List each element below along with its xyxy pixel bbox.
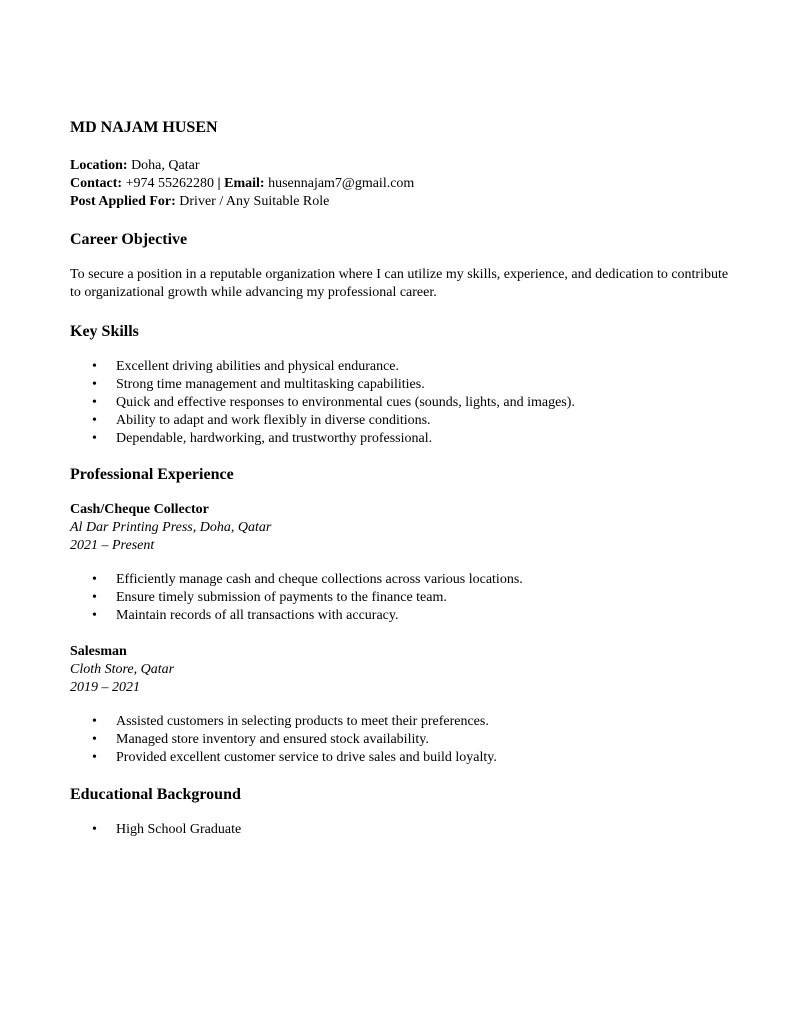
skill-text: Dependable, hardworking, and trustworthy professional.	[116, 431, 433, 446]
bullet-icon: •	[92, 608, 97, 623]
location-line	[70, 157, 730, 175]
duty-text: Assisted customers in selecting products to meet their preferences.	[116, 714, 489, 729]
career-objective-text: To secure a position in a reputable organization where I can utilize my skills, experience, and dedication to contribute to organizational growth while advancing my professional career.	[70, 267, 729, 300]
list-item	[70, 430, 730, 448]
location-label: Location:	[70, 158, 128, 173]
job-period: 2019 – 2021	[70, 680, 140, 695]
bullet-icon: •	[92, 750, 97, 765]
bullet-icon: •	[92, 732, 97, 747]
duty-text: Ensure timely submission of payments to the finance team.	[116, 590, 447, 605]
resume-page	[70, 118, 730, 839]
list-item	[70, 571, 730, 589]
location-value: Doha, Qatar	[131, 158, 200, 173]
bullet-icon: •	[92, 431, 97, 446]
key-skills-list	[70, 358, 730, 448]
bullet-icon: •	[92, 359, 97, 374]
list-item	[70, 358, 730, 376]
educational-background-heading: Educational Background	[70, 786, 241, 803]
list-item	[70, 749, 730, 767]
email-label: Email:	[224, 176, 265, 191]
bullet-icon: •	[92, 377, 97, 392]
list-item	[70, 412, 730, 430]
education-list	[70, 821, 730, 839]
job-period: 2021 – Present	[70, 538, 155, 553]
contact-value: +974 55262280	[125, 176, 215, 191]
list-item	[70, 821, 730, 839]
job-duties-list	[70, 571, 730, 625]
list-item	[70, 589, 730, 607]
contact-line	[70, 175, 730, 193]
bullet-icon: •	[92, 395, 97, 410]
duty-text: Maintain records of all transactions with accuracy.	[116, 608, 399, 623]
post-label: Post Applied For:	[70, 194, 176, 209]
bullet-icon: •	[92, 413, 97, 428]
bullet-icon: •	[92, 590, 97, 605]
list-item	[70, 607, 730, 625]
job-duties-list	[70, 713, 730, 767]
contact-separator: |	[217, 176, 221, 191]
career-objective-heading: Career Objective	[70, 231, 188, 248]
post-value: Driver / Any Suitable Role	[179, 194, 330, 209]
post-applied-line	[70, 193, 730, 211]
candidate-name: MD NAJAM HUSEN	[70, 119, 218, 136]
contact-label: Contact:	[70, 176, 123, 191]
job-company: Al Dar Printing Press, Doha, Qatar	[70, 520, 272, 535]
skill-text: Excellent driving abilities and physical endurance.	[116, 359, 400, 374]
bullet-icon: •	[92, 714, 97, 729]
professional-experience-heading: Professional Experience	[70, 466, 234, 483]
key-skills-heading: Key Skills	[70, 323, 139, 340]
job-title: Salesman	[70, 644, 127, 659]
list-item	[70, 713, 730, 731]
bullet-icon: •	[92, 822, 97, 837]
skill-text: Quick and effective responses to environmental cues (sounds, lights, and images).	[116, 395, 575, 410]
list-item	[70, 376, 730, 394]
skill-text: Strong time management and multitasking capabilities.	[116, 377, 425, 392]
duty-text: Efficiently manage cash and cheque collections across various locations.	[116, 572, 523, 587]
education-text: High School Graduate	[116, 822, 242, 837]
list-item	[70, 731, 730, 749]
job-title: Cash/Cheque Collector	[70, 502, 209, 517]
job-company: Cloth Store, Qatar	[70, 662, 175, 677]
email-value: husennajam7@gmail.com	[268, 176, 415, 191]
duty-text: Provided excellent customer service to drive sales and build loyalty.	[116, 750, 497, 765]
duty-text: Managed store inventory and ensured stock availability.	[116, 732, 429, 747]
skill-text: Ability to adapt and work flexibly in diverse conditions.	[116, 413, 431, 428]
list-item	[70, 394, 730, 412]
bullet-icon: •	[92, 572, 97, 587]
